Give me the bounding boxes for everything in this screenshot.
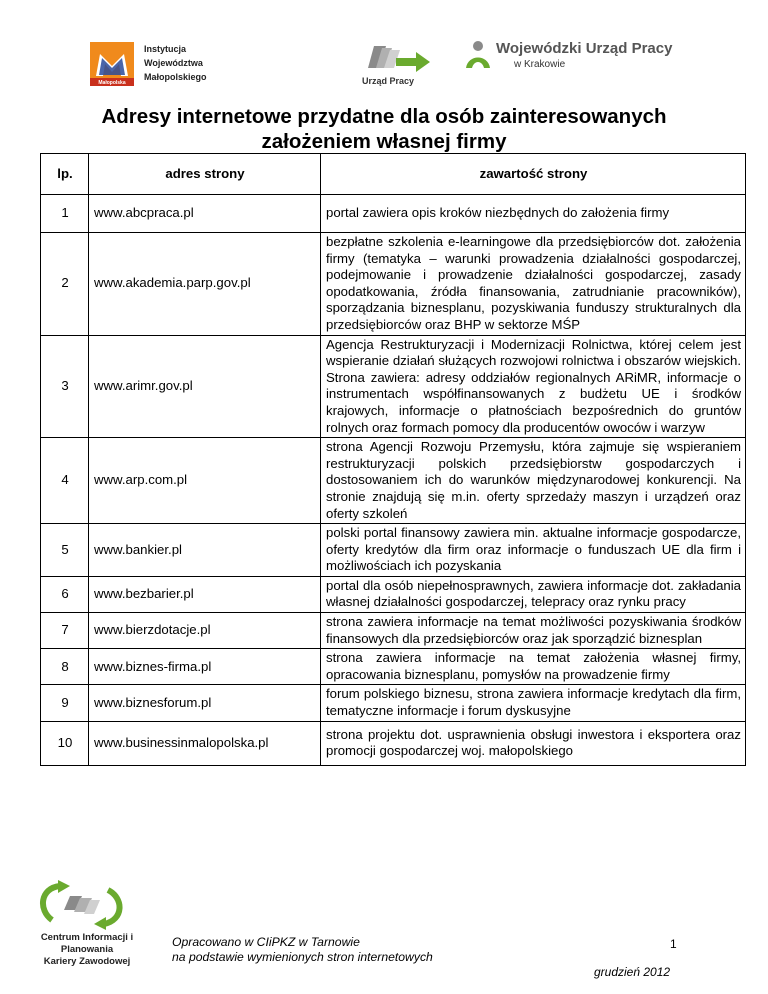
ciz-label [32,932,142,968]
row-content: strona zawiera informacje na temat założenia własnej firmy, opracowania biznesplanu, pomysłów na prowadzenie firmy [321,649,746,685]
wup-logo [462,38,692,78]
row-address[interactable]: www.bezbarier.pl [89,576,321,612]
malopolska-text [144,42,207,84]
malopolska-line-3: Małopolskiego [144,72,207,82]
wup-emblem-icon [462,38,494,72]
malopolska-line-1: Instytucja [144,44,187,54]
row-content: Agencja Restrukturyzacji i Modernizacji Rolnictwa, której celem jest wspieranie działań służących rozwojowi rolnictwa i obszarów wiejskich. Strona zawiera: adresy oddziałów regionalnych ARiMR, informacje o instrumentach współfinansowanych z budżetu UE i środków krajowych, informacje o płatnościach bezpośrednich do gruntów rolnych oraz formach pomocy dla producentów owoców i warzyw [321,335,746,438]
page-number: 1 [670,937,677,951]
footer-note-line-2: na podstawie wymienionych stron internetowych [172,950,433,964]
row-content: forum polskiego biznesu, strona zawiera informacje kredytach dla firm, tematyczne informacje i forum dyskusyjne [321,685,746,721]
title-line-2: założeniem własnej firmy [261,130,507,153]
table-header-row [41,154,746,195]
table-row [41,685,746,721]
row-address[interactable]: www.bierzdotacje.pl [89,613,321,649]
wup-subtitle: w Krakowie [514,59,566,70]
table-row [41,649,746,685]
malopolska-badge-text: Małopolska [98,80,126,86]
footer-date: grudzień 2012 [594,965,671,979]
malopolska-emblem-icon [90,42,134,86]
row-number: 8 [41,649,89,685]
row-address[interactable]: www.abcpraca.pl [89,195,321,233]
ciz-line-2: Kariery Zawodowej [43,956,131,967]
row-address[interactable]: www.businessinmalopolska.pl [89,721,321,765]
page-title [40,104,728,154]
footer-note-line-1: Opracowano w CIiPKZ w Tarnowie [172,935,360,949]
ciz-line-1: Centrum Informacji i Planowania [40,932,134,955]
table-row [41,233,746,336]
links-table [40,153,746,766]
malopolska-logo [90,42,230,86]
row-content: portal zawiera opis kroków niezbędnych do założenia firmy [321,195,746,233]
urzad-pracy-label: Urząd Pracy [362,76,415,86]
row-content: strona Agencji Rozwoju Przemysłu, która zajmuje się wspieraniem restrukturyzacji polskich przedsiębiorstw gospodarczych i dostosowaniem ich do warunków międzynarodowej konkurencji. Na stronie znajdują się m.in. oferty sprzedaży maszyn i urządzeń oraz oferty szkoleń [321,438,746,524]
row-number: 5 [41,524,89,577]
row-number: 3 [41,335,89,438]
row-number: 2 [41,233,89,336]
ciz-emblem-icon [30,880,140,932]
row-content: polski portal finansowy zawiera min. aktualne informacje gospodarcze, oferty kredytów dla firm oraz informacje o funduszach UE dla firm i możliwościach ich pozyskania [321,524,746,577]
header-lp: lp. [41,154,89,195]
row-number: 7 [41,613,89,649]
row-content: strona zawiera informacje na temat możliwości pozyskiwania środków finansowych dla przedsiębiorców oraz jak sporządzić biznesplan [321,613,746,649]
urzad-pracy-logo [352,40,432,90]
row-address[interactable]: www.akademia.parp.gov.pl [89,233,321,336]
row-number: 10 [41,721,89,765]
title-line-1: Adresy internetowe przydatne dla osób zainteresowanych [101,105,667,128]
header-address: adres strony [89,154,321,195]
table-row [41,335,746,438]
row-address[interactable]: www.arimr.gov.pl [89,335,321,438]
table-row [41,524,746,577]
row-address[interactable]: www.biznesforum.pl [89,685,321,721]
urzad-pracy-icon [352,40,432,76]
row-content: portal dla osób niepełnosprawnych, zawiera informacje dot. zakładania własnej działalności gospodarczej, telepracy oraz rynku pracy [321,576,746,612]
row-number: 1 [41,195,89,233]
wup-title: Wojewódzki Urząd Pracy [496,40,673,57]
table-row [41,438,746,524]
footer-note [172,935,433,965]
row-content: bezpłatne szkolenia e-learningowe dla przedsiębiorców dot. założenia firmy (tematyka – warunki prowadzenia działalności gospodarczej, podejmowanie i prowadzenie działalności gospodarczej, zasady opodatkowania, źródła finansowania, zatrudnianie pracowników), sporządzania biznesplanu, pozyskiwania funduszy strukturalnych dla przedsiębiorców oraz BHP w sektorze MŚP [321,233,746,336]
row-content: strona projektu dot. usprawnienia obsługi inwestora i eksportera oraz promocji gospodarczej woj. małopolskiego [321,721,746,765]
row-number: 6 [41,576,89,612]
malopolska-line-2: Województwa [144,58,203,68]
ciz-logo [30,880,150,967]
table-row [41,195,746,233]
header-content: zawartość strony [321,154,746,195]
row-address[interactable]: www.arp.com.pl [89,438,321,524]
row-number: 4 [41,438,89,524]
row-number: 9 [41,685,89,721]
row-address[interactable]: www.biznes-firma.pl [89,649,321,685]
table-row [41,576,746,612]
table-row [41,613,746,649]
row-address[interactable]: www.bankier.pl [89,524,321,577]
table-row [41,721,746,765]
